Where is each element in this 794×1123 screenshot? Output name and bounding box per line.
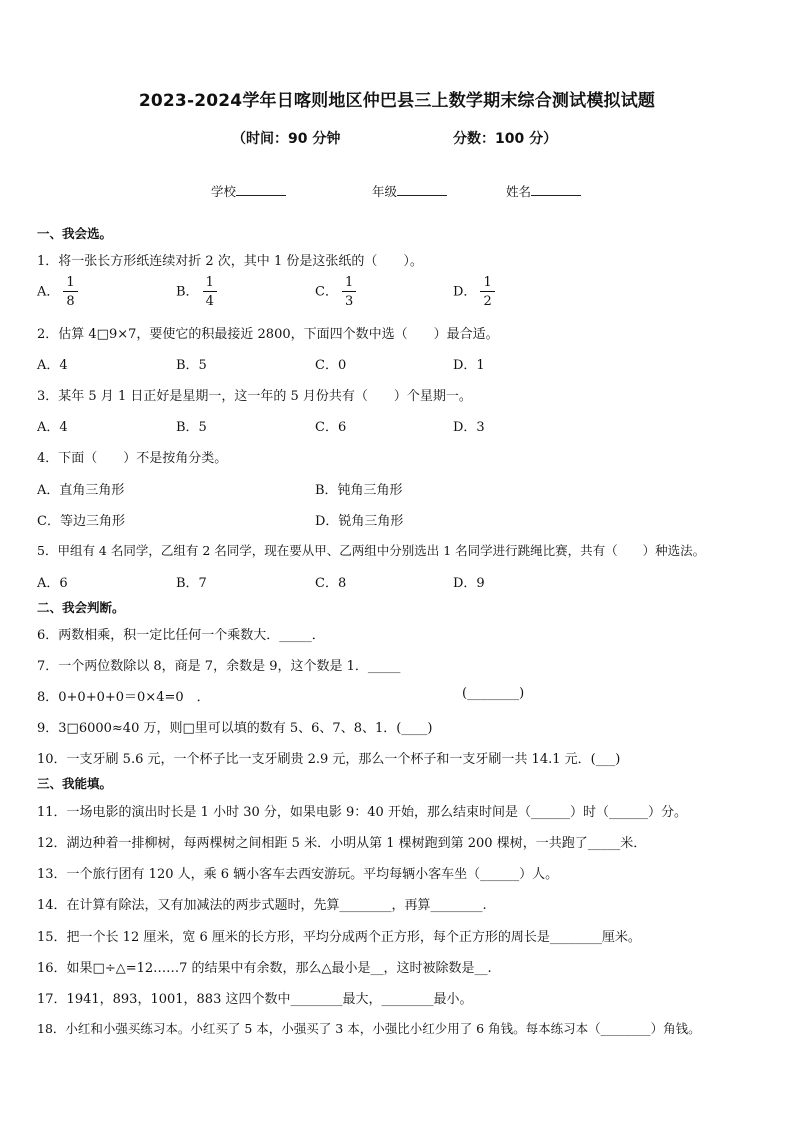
question-14: 14．在计算有除法，又有加减法的两步式题时，先算________，再算________. (37, 898, 487, 913)
school-label: 学校 (211, 184, 237, 199)
school-blank (236, 183, 286, 196)
numerator: 1 (203, 276, 217, 292)
option-label: A． (37, 284, 60, 300)
page-title: 2023-2024学年日喀则地区仲巴县三上数学期末综合测试模拟试题 (138, 91, 656, 111)
q5-option-a: A．6 (37, 576, 68, 591)
denominator: 4 (205, 294, 214, 309)
question-8: 8．0+0+0+0＝0×4=0 ． (37, 690, 210, 705)
numerator: 1 (342, 276, 356, 292)
question-4: 4．下面（ ）不是按角分类。 (37, 451, 228, 466)
name-label: 姓名 (506, 184, 532, 199)
question-13: 13．一个旅行团有 120 人，乘 6 辆小客车去西安游玩。平均每辆小客车坐（______）人。 (37, 867, 559, 882)
option-label: B． (176, 284, 199, 300)
exam-score: 分数：100 分） (453, 131, 558, 147)
option-label: D． (453, 284, 477, 300)
q5-option-d: D．9 (453, 576, 485, 591)
q2-option-b: B．5 (176, 358, 207, 373)
fraction (203, 276, 217, 308)
q1-option-b (176, 276, 217, 308)
fraction (342, 276, 356, 308)
question-6: 6．两数相乘，积一定比任何一个乘数大．_____． (37, 628, 325, 643)
option-label: C． (315, 284, 338, 300)
question-15: 15．把一个长 12 厘米，宽 6 厘米的长方形，平均分成两个正方形，每个正方形的周长是________厘米。 (37, 930, 641, 945)
q3-option-c: C．6 (315, 420, 347, 435)
question-16: 16．如果□÷△=12……7 的结果中有余数，那么△最小是__，这时被除数是__. (37, 961, 492, 976)
q8-answer-blank: (________) (462, 686, 525, 701)
question-5: 5．甲组有 4 名同学，乙组有 2 名同学，现在要从甲、乙两组中分别选出 1 名同学进行跳绳比赛，共有（ ）种选法。 (37, 543, 706, 558)
exam-time: （时间：90 分钟 (232, 131, 341, 147)
q3-option-d: D．3 (453, 420, 485, 435)
grade-field (372, 182, 447, 200)
fraction (63, 276, 77, 308)
denominator: 8 (66, 294, 75, 309)
section-choice: 一、我会选。 (37, 226, 113, 241)
grade-blank (397, 183, 447, 196)
q4-option-b: B．钝角三角形 (315, 483, 403, 498)
q4-option-d: D．锐角三角形 (315, 514, 404, 529)
q2-option-a: A．4 (37, 358, 68, 373)
denominator: 3 (344, 294, 354, 309)
denominator: 2 (483, 294, 492, 309)
name-field (506, 182, 581, 200)
question-17: 17．1941，893，1001，883 这四个数中________最大，________最小。 (37, 992, 473, 1007)
numerator: 1 (480, 276, 494, 292)
section-judge: 二、我会判断。 (37, 600, 125, 615)
q4-option-a: A．直角三角形 (37, 483, 125, 498)
q2-option-d: D．1 (453, 358, 485, 373)
q5-option-c: C．8 (315, 576, 347, 591)
question-3: 3．某年 5 月 1 日正好是星期一，这一年的 5 月份共有（ ）个星期一。 (37, 389, 472, 404)
question-7: 7．一个两位数除以 8，商是 7，余数是 9，这个数是 1．_____ (37, 659, 401, 674)
school-field (211, 182, 286, 200)
section-fill: 三、我能填。 (37, 776, 113, 791)
q2-option-c: C．0 (315, 358, 347, 373)
grade-label: 年级 (372, 184, 398, 199)
numerator: 1 (63, 276, 77, 292)
question-9: 9．3□6000≈40 万，则□里可以填的数有 5、6、7、8、1．(____) (37, 721, 433, 736)
fraction (480, 276, 494, 308)
question-12: 12．湖边种着一排柳树，每两棵树之间相距 5 米．小明从第 1 棵树跑到第 200 棵树，一共跑了_____米． (37, 836, 647, 851)
question-1: 1．将一张长方形纸连续对折 2 次，其中 1 份是这张纸的（ ）。 (37, 254, 423, 269)
q3-option-a: A．4 (37, 420, 68, 435)
question-18: 18．小红和小强买练习本。小红买了 5 本，小强买了 3 本，小强比小红少用了 6 角钱。每本练习本（________）角钱。 (37, 1021, 701, 1036)
q1-option-d (453, 276, 495, 308)
q3-option-b: B．5 (176, 420, 207, 435)
q1-option-c (315, 276, 356, 308)
q5-option-b: B．7 (176, 576, 207, 591)
name-blank (531, 183, 581, 196)
question-10: 10．一支牙刷 5.6 元，一个杯子比一支牙刷贵 2.9 元，那么一个杯子和一支牙刷一共 14.1 元．(___) (37, 752, 621, 767)
question-11: 11．一场电影的演出时长是 1 小时 30 分，如果电影 9：40 开始，那么结束时间是（______）时（______）分。 (37, 805, 687, 820)
question-2: 2．估算 4□9×7，要使它的积最接近 2800，下面四个数中选（ ）最合适。 (37, 327, 499, 342)
q4-option-c: C．等边三角形 (37, 514, 125, 529)
q1-option-a (37, 276, 78, 308)
